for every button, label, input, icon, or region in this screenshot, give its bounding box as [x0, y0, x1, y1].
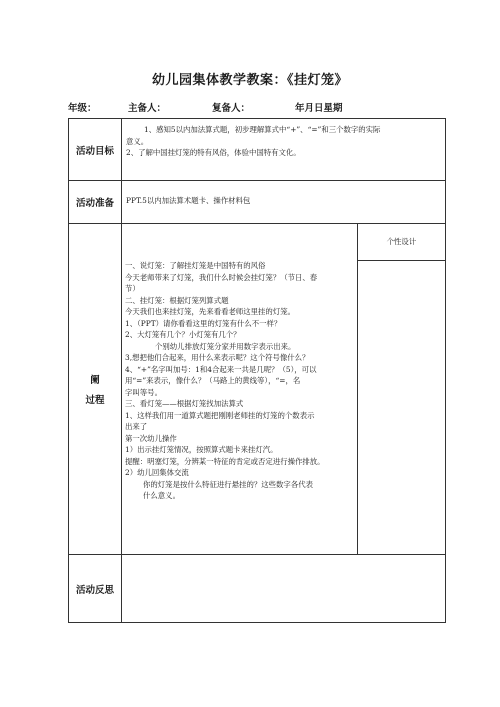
process-line: 2、大灯笼有几个？小灯笼有几个？	[125, 330, 241, 339]
process-line: 什么意义。	[143, 491, 180, 500]
process-line: 用“=”来表示，像什么？（马路上的黄线等），“=，名	[125, 376, 301, 385]
goals-line: 意义。	[126, 136, 149, 146]
date-label: 年月日星期	[295, 103, 343, 114]
process-label-line-2: 过程	[85, 395, 105, 406]
process-line: 4、“+”名字叫加号：1和4合起来一共是几呢？（5），可以	[125, 364, 317, 374]
goals-content	[122, 119, 446, 181]
process-line: 今天我们也来挂灯笼，先来看看老师这里挂的灯笼。	[125, 307, 295, 316]
process-label-line-1: 阑	[90, 375, 100, 386]
goals-label: 活动目标	[69, 119, 122, 181]
goals-line: 2、了解中国挂灯笼的特有风俗，体验中国特有文化。	[126, 148, 301, 157]
process-line: 第一次幼儿操作	[125, 433, 177, 443]
prep-row	[69, 181, 446, 224]
reflection-row	[69, 555, 446, 623]
process-cell	[122, 224, 446, 555]
header-meta	[68, 100, 448, 116]
document-title: 幼儿园集体教学教案：《挂灯笼》	[151, 73, 348, 88]
prep-text: PPT.5以内加法算术题卡、操作材料包	[126, 195, 251, 205]
process-body	[122, 260, 357, 554]
grade-label: 年级：	[68, 103, 97, 114]
personal-design-body	[357, 260, 445, 554]
process-line: 字叫等号。	[125, 387, 162, 397]
process-line: 1）出示挂灯笼情况，按照算式题卡来挂灯汽。	[125, 445, 278, 454]
process-label	[69, 224, 122, 555]
process-row	[69, 224, 446, 555]
reflection-label: 活动反思	[69, 555, 122, 623]
personal-design-header: 个性设计	[357, 224, 445, 260]
process-line: 2）幼儿回集体交流	[125, 468, 189, 477]
prep-content	[122, 181, 446, 224]
process-line: 二、挂灯笼：根据灯笼列算式题	[125, 295, 229, 305]
process-body-top	[122, 224, 357, 260]
process-line: 三、看灯笼——根据灯笼找加法算式	[125, 399, 244, 408]
process-line: 一、说灯笼：了解挂灯笼是中国特有的风俗	[125, 261, 266, 270]
prep-label: 活动准备	[69, 181, 122, 224]
process-line: 1、（PPT）请你看看这里的灯笼有什么不一样？	[125, 318, 282, 328]
process-line: 3,想把他们合起来，用什么来表示呢？这个符号像什么？	[125, 353, 310, 362]
process-line: 个别幼儿排放灯笼分家并用数字表示出来。	[155, 341, 296, 351]
reflection-content	[122, 555, 446, 623]
process-line: 提醒：明塞灯笼，分辨某一特征的肯定或否定进行操作排放。	[125, 456, 325, 466]
process-line: 你的灯笼是按什么特征进行悬挂的？这些数字各代表	[143, 479, 313, 489]
lead-teacher-label: 主备人：	[128, 103, 167, 114]
lesson-plan-table	[68, 118, 446, 623]
process-line: 今天老师带来了灯笼，我们什么时候会挂灯笼？（节日、春	[125, 272, 318, 282]
process-line: 节）	[125, 284, 140, 293]
process-line: 出来了	[125, 422, 148, 431]
goals-line: 1、感知5以内加法算式题，初步理解算式中“+”、“=”和三个数字的实际	[144, 125, 381, 134]
reviewer-label: 复备人：	[212, 103, 251, 114]
process-line: 1、这样我们用一道算式题把刚刚老师挂的灯笼的个数表示	[125, 410, 315, 420]
goals-row	[69, 119, 446, 181]
process-subtable	[122, 224, 445, 554]
